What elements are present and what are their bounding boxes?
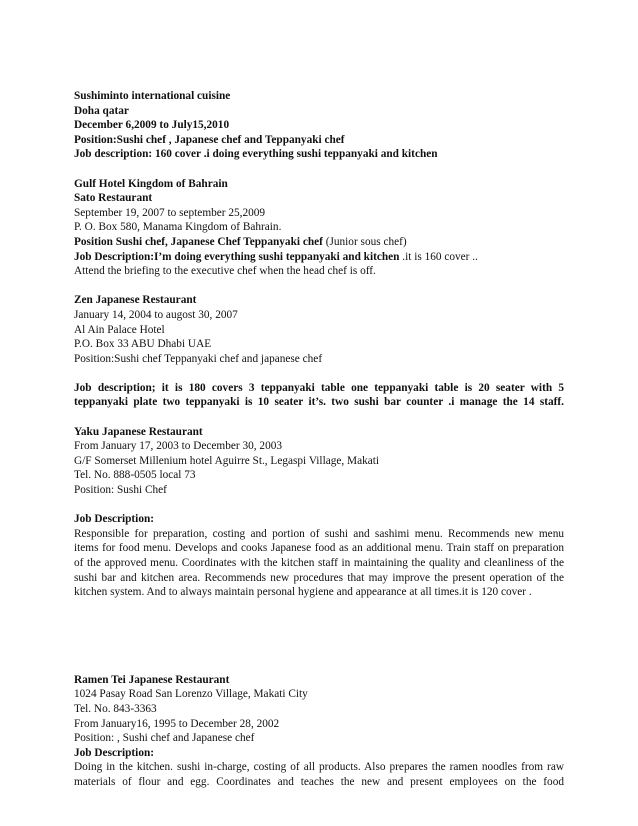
job-description-line bbox=[74, 250, 564, 265]
employer-phone: Tel. No. 888-0505 local 73 bbox=[74, 469, 196, 482]
position-note: (Junior sous chef) bbox=[322, 235, 407, 248]
job-description-line: Job description: 160 cover .i doing everything sushi teppanyaki and kitchen bbox=[74, 148, 438, 161]
job-description-extra: Attend the briefing to the executive chef when the head chef is off. bbox=[74, 265, 376, 278]
spacer bbox=[74, 162, 564, 177]
section-gulf-hotel bbox=[74, 177, 564, 279]
employment-dates: September 19, 2007 to september 25,2009 bbox=[74, 206, 266, 219]
employer-address: P. O. Box 580, Manama Kingdom of Bahrain. bbox=[74, 221, 282, 234]
restaurant-name: Zen Japanese Restaurant bbox=[74, 294, 197, 307]
restaurant-name: Ramen Tei Japanese Restaurant bbox=[74, 673, 230, 686]
job-description-line: of the approved menu. Coordinates with the kitchen staff in maintaining the quality and cleanliness of the bbox=[74, 557, 564, 569]
resume-page bbox=[74, 89, 564, 790]
employer-hotel: Al Ain Palace Hotel bbox=[74, 323, 165, 336]
job-description-note: .it is 160 cover .. bbox=[399, 250, 478, 263]
spacer bbox=[74, 600, 564, 673]
job-description-label: Job Description: bbox=[74, 513, 155, 526]
restaurant-name: Sato Restaurant bbox=[74, 192, 153, 205]
job-description-line: items for food menu. Develops and cooks Japanese food as an additional menu. Train staff on preparation bbox=[74, 542, 564, 555]
spacer bbox=[74, 366, 564, 381]
spacer bbox=[74, 410, 564, 425]
employer-phone: Tel. No. 843-3363 bbox=[74, 702, 157, 715]
employment-dates: December 6,2009 to July15,2010 bbox=[74, 119, 230, 132]
position-line: Position: , Sushi chef and Japanese chef bbox=[74, 732, 255, 745]
employment-dates: From January 17, 2003 to December 30, 2003 bbox=[74, 440, 283, 453]
job-description-line: kitchen system. And to always maintain personal hygiene and appearance at all times.it is 120 cover . bbox=[74, 586, 532, 599]
spacer bbox=[74, 498, 564, 513]
section-sushiminto bbox=[74, 89, 564, 162]
position-line: Position: Sushi Chef bbox=[74, 484, 167, 497]
employer-name: Gulf Hotel Kingdom of Bahrain bbox=[74, 177, 228, 190]
section-ramen-tei bbox=[74, 673, 564, 790]
job-description-line: materials of flour and egg. Coordinates and teaches the new and present employees on the food bbox=[74, 775, 564, 788]
employer-address: G/F Somerset Millenium hotel Aguirre St., Legaspi Village, Makati bbox=[74, 454, 380, 467]
job-description-line: Job description; it is 180 covers 3 teppanyaki table one teppanyaki table is 20 seater with 5 bbox=[74, 381, 564, 394]
position-title: Position Sushi chef, Japanese Chef Teppanyaki chef bbox=[74, 235, 323, 248]
employment-dates: From January16, 1995 to December 28, 2002 bbox=[74, 717, 280, 730]
job-description-line: Doing in the kitchen. sushi in-charge, costing of all products. Also prepares the ramen noodles from raw bbox=[74, 761, 564, 774]
employer-location: Doha qatar bbox=[74, 104, 129, 117]
job-description-line: teppanyaki plate two teppanyaki is 10 seater it’s. two sushi bar counter .i manage the 14 staff. bbox=[74, 396, 564, 409]
employer-address: P.O. Box 33 ABU Dhabi UAE bbox=[74, 338, 212, 351]
restaurant-name: Yaku Japanese Restaurant bbox=[74, 425, 203, 438]
employment-dates: January 14, 2004 to augost 30, 2007 bbox=[74, 308, 238, 321]
job-description-label: Job Description: bbox=[74, 746, 155, 759]
spacer bbox=[74, 279, 564, 294]
position-line: Position:Sushi chef Teppanyaki chef and japanese chef bbox=[74, 352, 323, 365]
position-line: Position:Sushi chef , Japanese chef and Teppanyaki chef bbox=[74, 133, 345, 146]
job-description-line: sushi bar and kitchen area. Recommends new procedures that may improve the present operation of the bbox=[74, 571, 564, 584]
job-description-label: Job Description:I’m doing everything sushi teppanyaki and kitchen bbox=[74, 250, 400, 263]
section-yaku bbox=[74, 425, 564, 600]
position-line bbox=[74, 235, 564, 250]
employer-name: Sushiminto international cuisine bbox=[74, 90, 231, 102]
employer-address: 1024 Pasay Road San Lorenzo Village, Makati City bbox=[74, 688, 308, 701]
job-description-line: Responsible for preparation, costing and portion of sushi and sashimi menu. Recommends new menu bbox=[74, 527, 564, 540]
section-zen bbox=[74, 293, 564, 410]
